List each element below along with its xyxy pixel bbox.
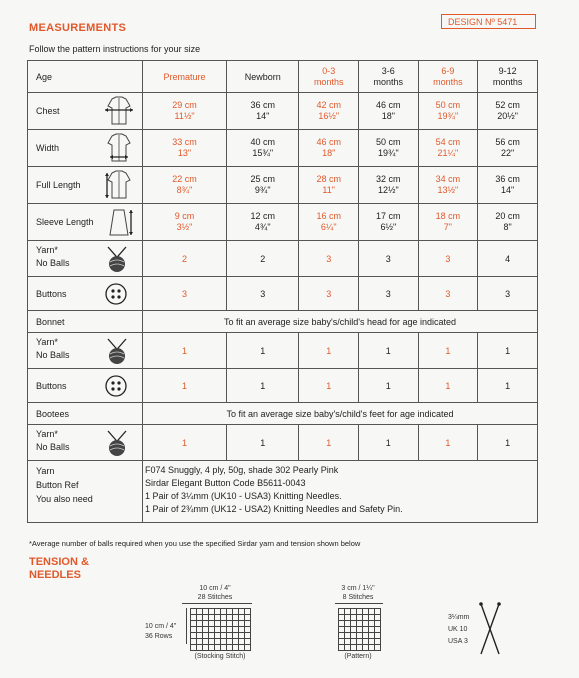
- cell-cm: 46 cm: [316, 137, 341, 147]
- cell-cm: 54 cm: [435, 137, 461, 147]
- needle-size-text: 3¼mm UK 10 USA 3: [448, 614, 470, 645]
- stocking-stitch-swatch: [190, 608, 251, 651]
- buttons-label: Buttons: [28, 369, 103, 403]
- cell-value: 1: [299, 425, 359, 461]
- height-measure-line: [186, 608, 187, 644]
- section-heading-measurements: MEASUREMENTS: [29, 22, 127, 34]
- size-label: 3-6: [381, 65, 395, 76]
- cell-value: 1: [359, 369, 419, 403]
- no-balls-label: No Balls: [36, 442, 70, 452]
- cell-cm: 18 cm: [435, 211, 461, 221]
- cell-in: 9¾": [254, 185, 271, 195]
- cell-cm: 25 cm: [250, 174, 275, 184]
- tension-heading-line2: NEEDLES: [29, 569, 81, 581]
- design-number-badge: DESIGN Nº 5471: [441, 14, 536, 29]
- stocking-stitch-width: 10 cm / 4" 28 Stitches: [197, 585, 233, 601]
- cell-cm: 16 cm: [316, 211, 341, 221]
- size-header: [227, 61, 299, 93]
- bootees-row: [28, 403, 538, 425]
- yarn-ball-icon: [102, 245, 132, 273]
- cell-in: 11½": [174, 111, 195, 121]
- cell-value: 2: [227, 241, 299, 277]
- button-icon: [102, 282, 130, 306]
- cell-value: 3: [418, 241, 478, 277]
- chest-row: [28, 93, 538, 130]
- cell-value: 1: [418, 369, 478, 403]
- bonnet-yarn-row: [28, 333, 538, 369]
- cell-value: 1: [359, 333, 419, 369]
- materials-line: 1 Pair of 3¼mm (UK10 - USA3) Knitting Needles.: [145, 491, 342, 501]
- bonnet-buttons-row: [28, 369, 538, 403]
- measurements-table: [27, 60, 538, 523]
- cell-in: 8": [503, 222, 512, 232]
- cardigan-length-icon: [102, 170, 136, 200]
- yarn-label: Yarn*: [36, 429, 58, 439]
- size-header: [418, 61, 478, 93]
- section-heading-tension: [29, 556, 89, 582]
- size-label-unit: months: [433, 76, 463, 87]
- cell-in: 19¾": [377, 148, 399, 158]
- full-length-row: [28, 167, 538, 204]
- cell-cm: 17 cm: [376, 211, 401, 221]
- materials-row: [28, 461, 538, 523]
- cell-in: 16½": [318, 111, 340, 121]
- full-length-label: Full Length: [28, 167, 103, 204]
- stocking-stitch-height: 10 cm / 4" 36 Rows: [145, 623, 177, 640]
- cell-value: 1: [418, 333, 478, 369]
- intro-text: Follow the pattern instructions for your size: [29, 44, 201, 54]
- cell-cm: 33 cm: [172, 137, 197, 147]
- bootees-yarn-row: [28, 425, 538, 461]
- cell-in: 11": [322, 185, 335, 195]
- cell-cm: 12 cm: [250, 211, 275, 221]
- cell-in: 21¼": [437, 148, 459, 158]
- cell-in: 14": [256, 111, 270, 121]
- tension-heading-line1: TENSION &: [29, 556, 89, 568]
- pattern-measure-line: [335, 603, 383, 604]
- footnote: *Average number of balls required when you use the specified Sirdar yarn and tension shown below: [29, 539, 361, 548]
- cell-value: 3: [478, 277, 538, 311]
- yarn-label: Yarn*: [36, 245, 58, 255]
- cardigan-width-icon: [102, 133, 136, 163]
- size-header: [359, 61, 419, 93]
- cell-in: 4¾": [254, 222, 271, 232]
- no-balls-label: No Balls: [36, 258, 70, 268]
- cell-in: 12½": [377, 185, 399, 195]
- bonnet-row: [28, 311, 538, 333]
- age-label: Age: [28, 61, 103, 93]
- bonnet-label: Bonnet: [28, 311, 103, 333]
- cell-in: 18": [381, 111, 395, 121]
- pattern-swatch: [338, 608, 381, 651]
- pattern-width: 3 cm / 1¼" 8 Stitches: [341, 585, 375, 601]
- bootees-note: To fit an average size baby's/child's feet for age indicated: [143, 403, 538, 425]
- cell-value: 2: [143, 241, 227, 277]
- size-label-unit: months: [492, 76, 523, 87]
- materials-line: 1 Pair of 2¾mm (UK12 - USA2) Knitting Needles and Safety Pin.: [145, 504, 403, 514]
- cell-value: 1: [299, 333, 359, 369]
- cell-value: 1: [227, 425, 299, 461]
- cell-value: 3: [143, 277, 227, 311]
- size-label-unit: months: [373, 76, 404, 87]
- cell-cm: 36 cm: [495, 174, 520, 184]
- size-header: [299, 61, 359, 93]
- cell-cm: 50 cm: [435, 100, 461, 110]
- cell-in: 13": [177, 148, 192, 158]
- cell-in: 20½": [497, 111, 518, 121]
- bonnet-note: To fit an average size baby's/child's head for age indicated: [143, 311, 538, 333]
- cell-value: 1: [143, 425, 227, 461]
- cell-value: 3: [299, 241, 359, 277]
- cell-cm: 32 cm: [376, 174, 401, 184]
- cell-value: 1: [299, 369, 359, 403]
- cell-in: 15¾": [252, 148, 274, 158]
- stocking-stitch-caption: (Stocking Stitch): [194, 653, 246, 660]
- materials-yarn-label: Yarn: [36, 466, 55, 476]
- cell-value: 3: [359, 241, 419, 277]
- cell-in: 13½": [437, 185, 459, 195]
- size-header: [478, 61, 538, 93]
- yarn-ball-icon: [102, 429, 132, 457]
- cell-cm: 28 cm: [316, 174, 341, 184]
- cell-in: 22": [500, 148, 515, 158]
- width-row: [28, 130, 538, 167]
- cell-cm: 52 cm: [495, 100, 520, 110]
- cell-cm: 9 cm: [174, 211, 195, 221]
- cell-in: 3½": [176, 222, 193, 232]
- yarn-row: [28, 241, 538, 277]
- width-measure-line: [182, 603, 252, 604]
- materials-also-need-label: You also need: [36, 494, 93, 504]
- pattern-caption: (Pattern): [344, 653, 372, 660]
- cell-cm: 34 cm: [435, 174, 461, 184]
- cell-cm: 42 cm: [316, 100, 341, 110]
- cardigan-chest-icon: [102, 96, 136, 126]
- size-label-unit: months: [313, 76, 344, 87]
- cell-value: 1: [478, 369, 538, 403]
- size-label: 9-12: [498, 65, 517, 76]
- cell-cm: 50 cm: [376, 137, 401, 147]
- chest-label: Chest: [28, 93, 103, 130]
- size-label: Premature: [163, 71, 206, 82]
- cell-value: 1: [227, 369, 299, 403]
- yarn-label: Yarn*: [36, 337, 58, 347]
- materials-line: Sirdar Elegant Button Code B5611-0043: [145, 478, 306, 488]
- yarn-ball-icon: [102, 337, 132, 365]
- cell-value: 1: [478, 425, 538, 461]
- size-label: 6-9: [441, 65, 455, 76]
- cell-value: 1: [359, 425, 419, 461]
- cell-value: 1: [418, 425, 478, 461]
- cell-cm: 22 cm: [172, 174, 197, 184]
- cell-cm: 46 cm: [376, 100, 401, 110]
- cell-in: 6½": [380, 222, 397, 232]
- no-balls-label: No Balls: [36, 350, 70, 360]
- cell-in: 19¾": [437, 111, 459, 121]
- buttons-label: Buttons: [28, 277, 103, 311]
- cell-cm: 29 cm: [172, 100, 197, 110]
- bootees-label: Bootees: [28, 403, 103, 425]
- cell-in: 14": [500, 185, 515, 195]
- age-row: [28, 61, 538, 93]
- cell-in: 7": [443, 222, 452, 232]
- cell-value: 3: [227, 277, 299, 311]
- knitting-needles-icon: [478, 602, 502, 656]
- cell-value: 3: [359, 277, 419, 311]
- cell-in: 8¾": [176, 185, 193, 195]
- sleeve-length-label: Sleeve Length: [28, 204, 103, 241]
- cell-value: 1: [227, 333, 299, 369]
- cell-value: 3: [418, 277, 478, 311]
- cell-cm: 40 cm: [250, 137, 275, 147]
- buttons-row: [28, 277, 538, 311]
- cell-value: 1: [143, 333, 227, 369]
- size-label: Newborn: [244, 71, 281, 82]
- button-icon: [102, 374, 130, 398]
- sleeve-icon: [102, 207, 136, 237]
- cell-cm: 20 cm: [495, 211, 520, 221]
- width-label: Width: [28, 130, 103, 167]
- size-header: [143, 61, 227, 93]
- materials-button-ref-label: Button Ref: [36, 480, 79, 490]
- cell-value: 3: [299, 277, 359, 311]
- cell-cm: 56 cm: [495, 137, 520, 147]
- cell-value: 1: [478, 333, 538, 369]
- sleeve-length-row: [28, 204, 538, 241]
- materials-line: F074 Snuggly, 4 ply, 50g, shade 302 Pearly Pink: [145, 465, 339, 475]
- cell-in: 18": [322, 148, 336, 158]
- size-label: 0-3: [322, 65, 336, 76]
- cell-value: 1: [143, 369, 227, 403]
- cell-value: 4: [478, 241, 538, 277]
- cell-cm: 36 cm: [250, 100, 275, 110]
- cell-in: 6¼": [320, 222, 337, 232]
